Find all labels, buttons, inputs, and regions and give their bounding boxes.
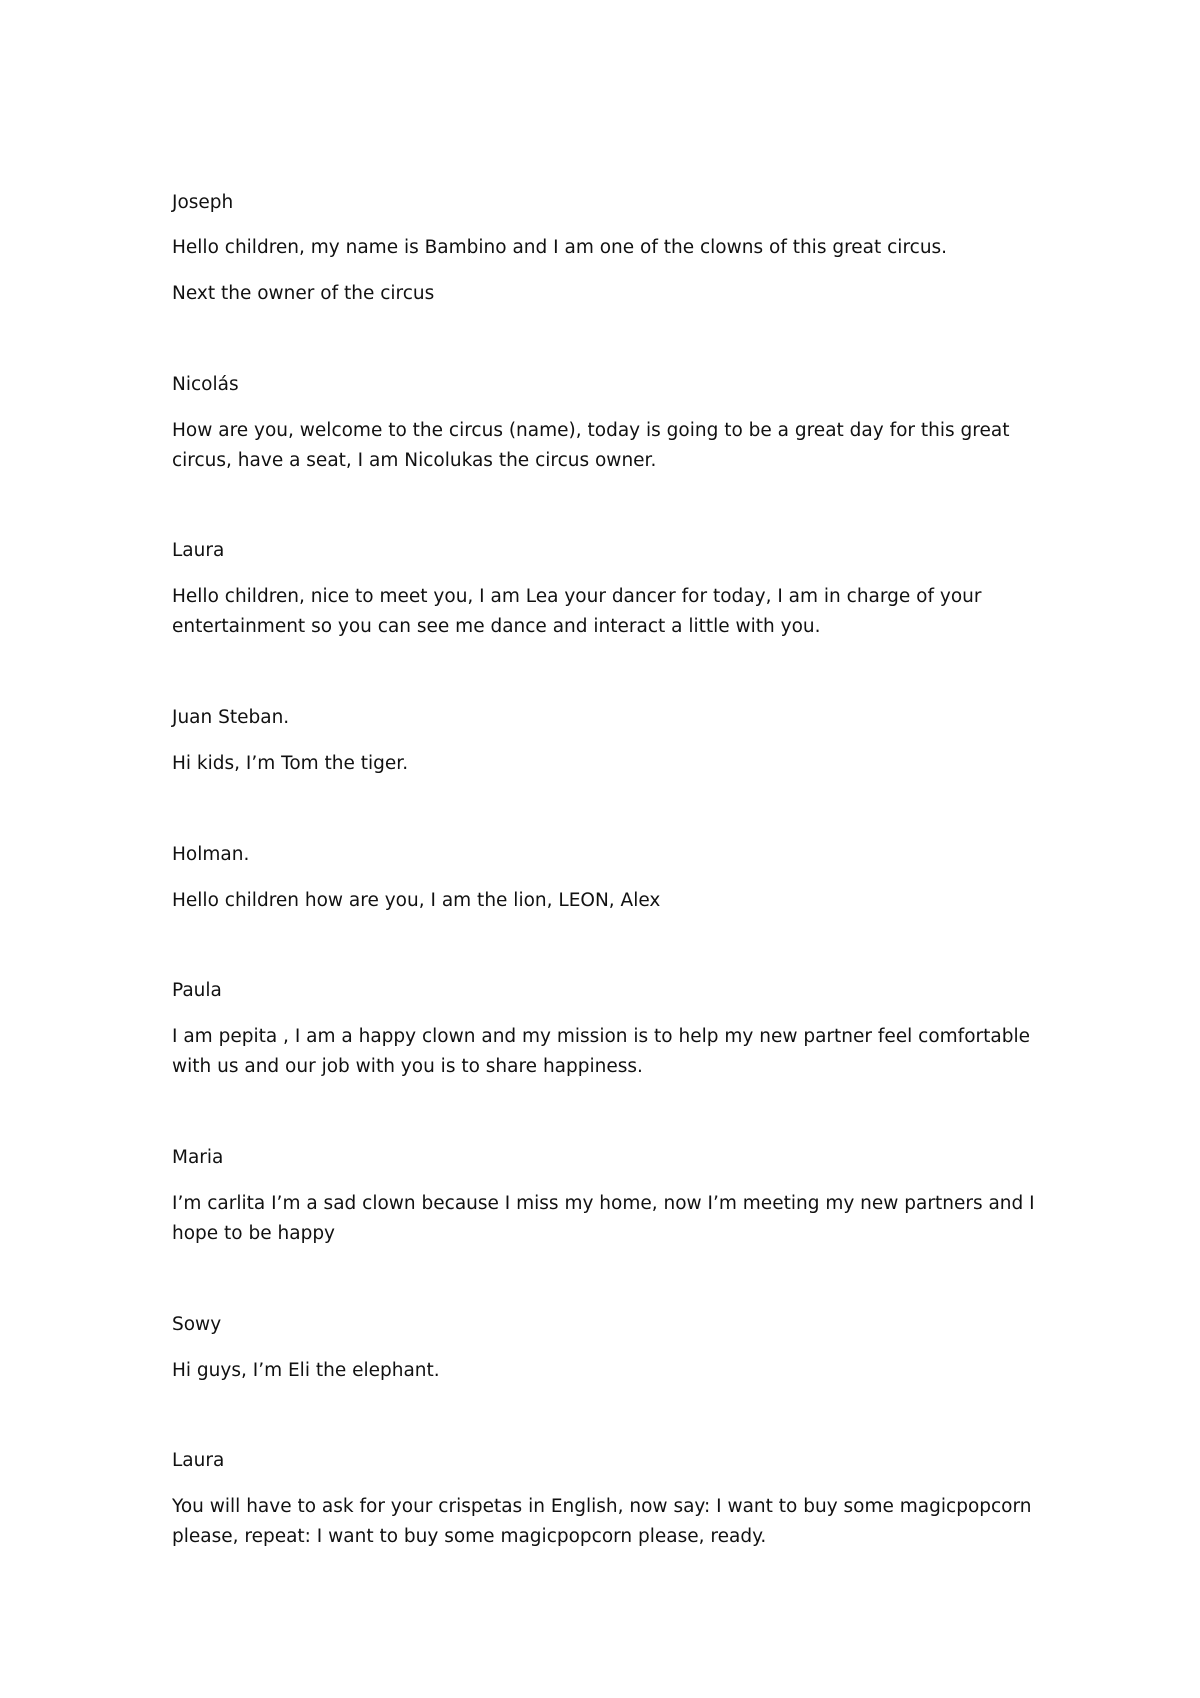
dialogue-line: with us and our job with you is to share happiness.	[172, 1056, 643, 1077]
dialogue-line: Hello children, my name is Bambino and I am one of the clowns of this great circus.	[172, 237, 948, 258]
dialogue-line: You will have to ask for your crispetas in English, now say: I want to buy some magicpopcorn	[172, 1496, 1032, 1517]
dialogue-line: Hello children, nice to meet you, I am Lea your dancer for today, I am in charge of your	[172, 586, 982, 607]
dialogue-line: circus, have a seat, I am Nicolukas the circus owner.	[172, 450, 657, 471]
dialogue-line: entertainment so you can see me dance and interact a little with you.	[172, 616, 821, 637]
dialogue-line: Next the owner of the circus	[172, 283, 435, 304]
speaker-name: Juan Steban.	[172, 707, 290, 728]
speaker-name: Laura	[172, 1450, 225, 1471]
speaker-name: Sowy	[172, 1314, 222, 1335]
dialogue-line: How are you, welcome to the circus (name), today is going to be a great day for this great	[172, 420, 1010, 441]
dialogue-line: hope to be happy	[172, 1223, 336, 1244]
dialogue-line: Hello children how are you, I am the lion, LEON, Alex	[172, 890, 661, 911]
dialogue-line: Hi kids, I’m Tom the tiger.	[172, 753, 409, 774]
speaker-name: Paula	[172, 980, 222, 1001]
speaker-name: Maria	[172, 1147, 224, 1168]
dialogue-line: I am pepita , I am a happy clown and my mission is to help my new partner feel comfortable	[172, 1026, 1030, 1047]
speaker-name: Joseph	[172, 192, 234, 213]
speaker-name: Holman.	[172, 844, 250, 865]
speaker-name: Nicolás	[172, 374, 239, 395]
speaker-name: Laura	[172, 540, 225, 561]
dialogue-line: I’m carlita I’m a sad clown because I miss my home, now I’m meeting my new partners and I	[172, 1193, 1035, 1214]
dialogue-line: please, repeat: I want to buy some magicpopcorn please, ready.	[172, 1526, 767, 1547]
dialogue-line: Hi guys, I’m Eli the elephant.	[172, 1360, 440, 1381]
